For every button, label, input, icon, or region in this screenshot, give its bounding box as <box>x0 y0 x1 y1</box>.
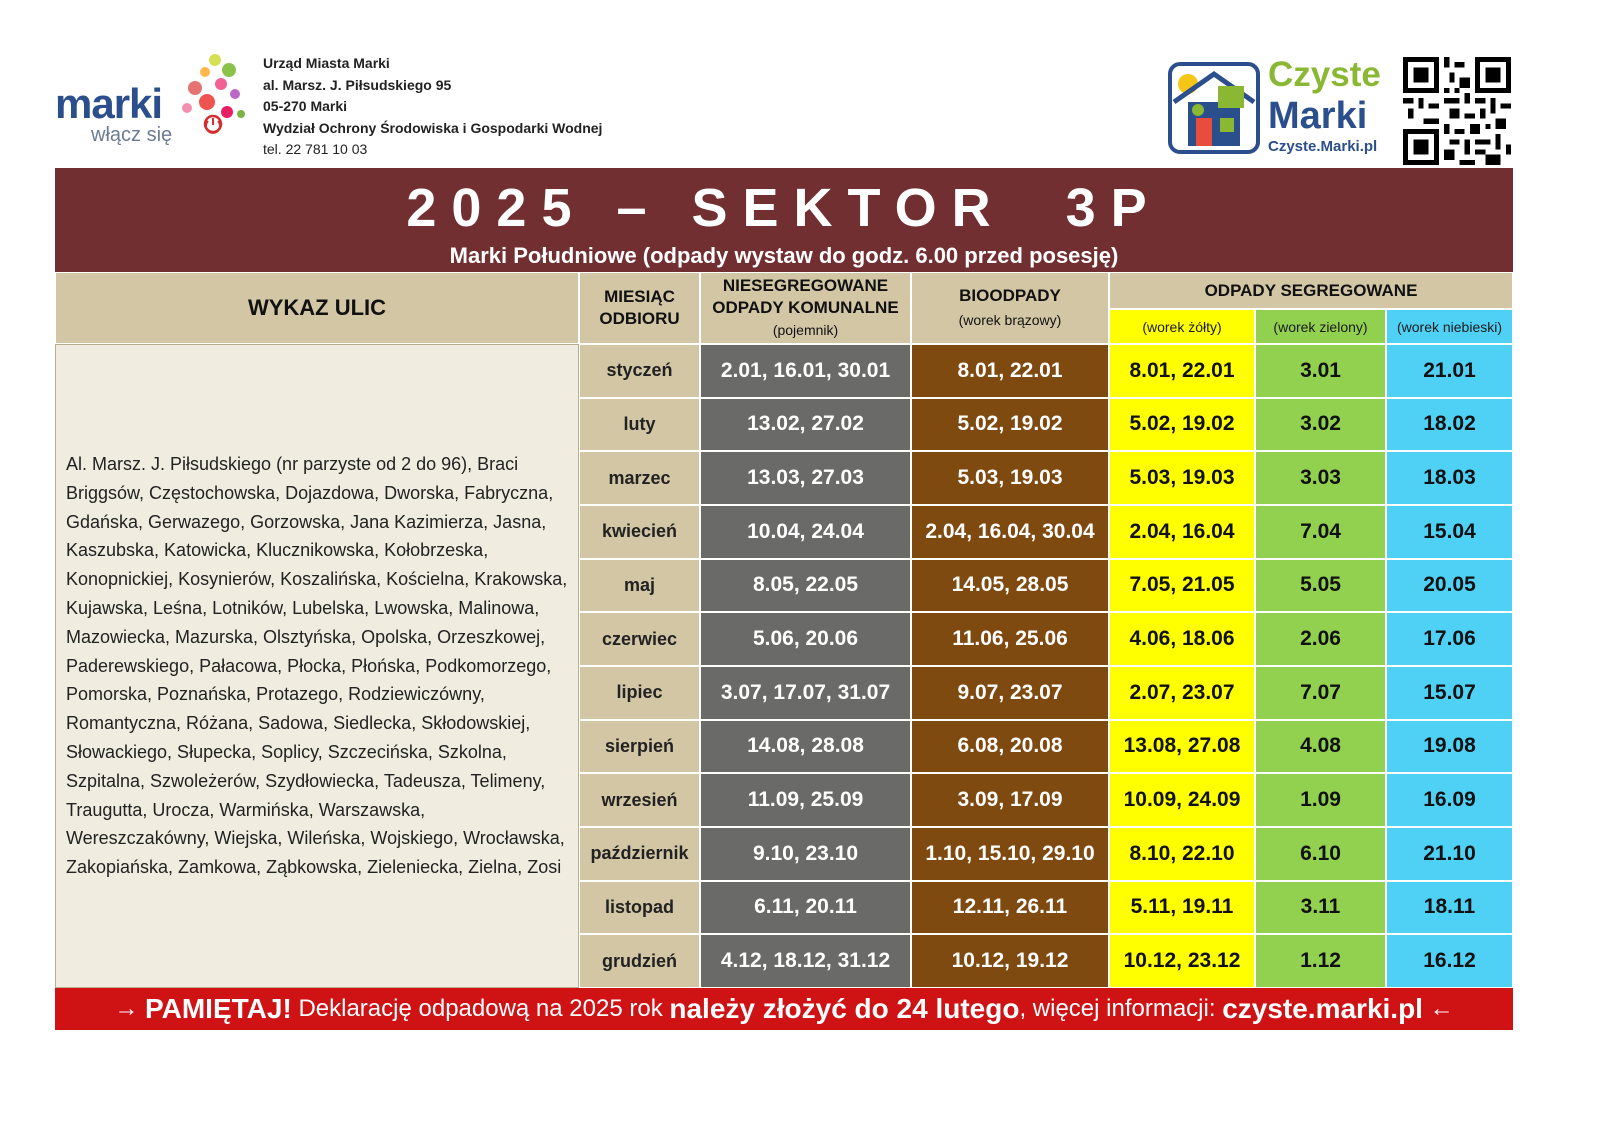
schedule-value: 5.06, 20.06 <box>752 627 859 651</box>
schedule-value: 13.08, 27.08 <box>1123 734 1241 758</box>
schedule-cell-blue <box>1386 934 1513 988</box>
schedule-cell-bio <box>911 773 1109 827</box>
schedule-value: 3.07, 17.07, 31.07 <box>720 680 891 704</box>
schedule-value: 7.05, 21.05 <box>1129 573 1235 597</box>
schedule-value: 14.05, 28.05 <box>951 573 1069 597</box>
arrow-left-icon: ← <box>1422 995 1454 1022</box>
schedule-cell-mixed <box>700 720 911 774</box>
schedule-cell-mixed <box>700 451 911 505</box>
schedule-cell-green <box>1255 612 1386 666</box>
schedule-value: 5.03, 19.03 <box>1129 466 1235 490</box>
schedule-value: 8.01, 22.01 <box>1129 358 1235 382</box>
schedule-value: 12.11, 26.11 <box>952 895 1068 919</box>
schedule-value: 2.04, 16.04, 30.04 <box>925 519 1095 543</box>
schedule-cell-month <box>579 451 700 505</box>
schedule-cell-yellow <box>1109 666 1255 720</box>
schedule-cell-mixed <box>700 934 911 988</box>
schedule-cell-green <box>1255 934 1386 988</box>
schedule-cell-bio <box>911 398 1109 452</box>
schedule-value: 10.09, 24.09 <box>1123 788 1241 812</box>
schedule-value: 18.02 <box>1423 412 1476 436</box>
schedule-value: 14.08, 28.08 <box>747 734 864 758</box>
schedule-cell-blue <box>1386 451 1513 505</box>
header-sublabel: (worek niebieski) <box>1396 318 1503 335</box>
schedule-value: 5.11, 19.11 <box>1130 895 1234 919</box>
schedule-value: kwiecień <box>601 521 678 542</box>
reminder-label: PAMIĘTAJ! <box>145 993 292 1024</box>
header-label: BIOODPADY <box>959 286 1061 305</box>
schedule-cell-bio <box>911 612 1109 666</box>
schedule-value: marzec <box>608 467 671 488</box>
schedule-value: 17.06 <box>1423 627 1476 651</box>
schedule-value: 5.02, 19.02 <box>1129 412 1235 436</box>
schedule-value: 7.07 <box>1300 680 1341 704</box>
column-header-blue <box>1386 309 1513 344</box>
schedule-cell-blue <box>1386 881 1513 935</box>
schedule-cell-mixed <box>700 881 911 935</box>
schedule-cell-mixed <box>700 612 911 666</box>
czyste-marki-title-2: Marki <box>1268 95 1368 137</box>
reminder-link[interactable]: czyste.marki.pl <box>1222 993 1423 1024</box>
schedule-value: 4.06, 18.06 <box>1129 627 1235 651</box>
schedule-cell-mixed <box>700 773 911 827</box>
schedule-value: 11.06, 25.06 <box>952 627 1068 651</box>
column-header-segregated <box>1109 272 1513 309</box>
schedule-value: 21.01 <box>1423 358 1476 382</box>
logo-tagline: włącz się <box>91 124 173 146</box>
schedule-value: sierpień <box>604 735 675 756</box>
schedule-cell-bio <box>911 559 1109 613</box>
schedule-cell-green <box>1255 451 1386 505</box>
czyste-marki-title-1: Czyste <box>1268 55 1381 94</box>
schedule-value: 1.12 <box>1300 949 1341 973</box>
schedule-value: 9.07, 23.07 <box>957 680 1063 704</box>
schedule-value: 13.03, 27.03 <box>747 466 864 490</box>
schedule-cell-green <box>1255 666 1386 720</box>
schedule-cell-month <box>579 934 700 988</box>
schedule-value: 10.04, 24.04 <box>747 519 864 543</box>
schedule-value: 7.04 <box>1300 519 1341 543</box>
schedule-cell-month <box>579 881 700 935</box>
schedule-value: 6.11, 20.11 <box>754 895 857 919</box>
header-sublabel: (worek zielony) <box>1273 318 1368 335</box>
office-phone: tel. 22 781 10 03 <box>263 141 368 157</box>
schedule-value: 3.01 <box>1300 358 1341 382</box>
schedule-value: styczeń <box>606 360 673 381</box>
schedule-value: 5.05 <box>1300 573 1341 597</box>
schedule-value: 10.12, 23.12 <box>1123 949 1241 973</box>
schedule-cell-month <box>579 344 700 398</box>
schedule-cell-bio <box>911 934 1109 988</box>
schedule-cell-month <box>579 505 700 559</box>
schedule-value: 2.01, 16.01, 30.01 <box>720 358 891 382</box>
schedule-value: 16.12 <box>1423 949 1476 973</box>
schedule-cell-mixed <box>700 559 911 613</box>
schedule-cell-green <box>1255 559 1386 613</box>
schedule-cell-bio <box>911 344 1109 398</box>
schedule-cell-bio <box>911 881 1109 935</box>
schedule-cell-mixed <box>700 344 911 398</box>
schedule-value: 10.12, 19.12 <box>951 949 1069 973</box>
schedule-cell-month <box>579 398 700 452</box>
schedule-cell-blue <box>1386 559 1513 613</box>
header-label: ODPADY SEGREGOWANE <box>1204 280 1418 300</box>
schedule-cell-yellow <box>1109 934 1255 988</box>
column-header-bio <box>911 272 1109 344</box>
schedule-value: maj <box>623 574 656 595</box>
schedule-value: 13.02, 27.02 <box>747 412 864 436</box>
schedule-cell-blue <box>1386 720 1513 774</box>
office-address <box>263 53 602 161</box>
schedule-value: 18.11 <box>1423 895 1476 919</box>
office-line: Wydział Ochrony Środowiska i Gospodarki Wodnej <box>263 119 603 136</box>
schedule-cell-green <box>1255 881 1386 935</box>
schedule-value: 4.12, 18.12, 31.12 <box>720 949 891 973</box>
schedule-value: 8.01, 22.01 <box>957 358 1063 382</box>
schedule-cell-yellow <box>1109 398 1255 452</box>
schedule-cell-bio <box>911 666 1109 720</box>
office-line: Urząd Miasta Marki <box>263 55 390 71</box>
schedule-value: 20.05 <box>1423 573 1476 597</box>
schedule-cell-yellow <box>1109 559 1255 613</box>
logo-dots-icon <box>177 52 245 134</box>
schedule-value: 16.09 <box>1423 788 1476 812</box>
schedule-value: 5.03, 19.03 <box>957 466 1063 490</box>
column-header-month <box>579 272 700 344</box>
schedule-value: 3.09, 17.09 <box>957 788 1063 812</box>
schedule-cell-blue <box>1386 773 1513 827</box>
office-line: 05-270 Marki <box>263 98 348 114</box>
reminder-footer <box>55 988 1513 1030</box>
schedule-cell-green <box>1255 344 1386 398</box>
header-sublabel: (pojemnik) <box>772 322 839 338</box>
schedule-value: 8.05, 22.05 <box>752 573 859 597</box>
schedule-value: 18.03 <box>1423 466 1476 490</box>
schedule-value: 2.04, 16.04 <box>1129 519 1235 543</box>
column-header-streets <box>55 272 579 344</box>
column-header-green <box>1255 309 1386 344</box>
schedule-cell-blue <box>1386 344 1513 398</box>
schedule-cell-bio <box>911 720 1109 774</box>
header-sublabel: (worek brązowy) <box>958 312 1062 328</box>
schedule-value: 3.02 <box>1300 412 1341 436</box>
schedule-value: 3.11 <box>1300 895 1341 919</box>
schedule-cell-month <box>579 559 700 613</box>
arrow-right-icon: → <box>114 995 139 1022</box>
schedule-cell-green <box>1255 827 1386 881</box>
column-header-yellow <box>1109 309 1255 344</box>
header-label: WYKAZ ULIC <box>247 295 387 320</box>
schedule-value: czerwiec <box>601 628 678 649</box>
schedule-cell-month <box>579 612 700 666</box>
schedule-value: 6.08, 20.08 <box>957 734 1063 758</box>
schedule-cell-mixed <box>700 505 911 559</box>
schedule-value: 1.09 <box>1300 788 1341 812</box>
schedule-cell-blue <box>1386 827 1513 881</box>
qr-code-icon[interactable] <box>1402 57 1512 165</box>
schedule-cell-mixed <box>700 666 911 720</box>
czyste-marki-house-icon <box>1168 62 1260 154</box>
schedule-value: 9.10, 23.10 <box>752 841 859 865</box>
schedule-cell-month <box>579 720 700 774</box>
schedule-cell-month <box>579 666 700 720</box>
schedule-cell-mixed <box>700 398 911 452</box>
schedule-cell-blue <box>1386 505 1513 559</box>
schedule-value: 4.08 <box>1300 734 1341 758</box>
column-header-mixed <box>700 272 911 344</box>
office-line: al. Marsz. J. Piłsudskiego 95 <box>263 76 452 93</box>
schedule-cell-mixed <box>700 827 911 881</box>
schedule-value: 8.10, 22.10 <box>1129 841 1235 865</box>
czyste-marki-url[interactable]: Czyste.Marki.pl <box>1268 138 1378 155</box>
schedule-value: 1.10, 15.10, 29.10 <box>925 841 1095 865</box>
schedule-cell-bio <box>911 451 1109 505</box>
schedule-value: luty <box>623 413 656 434</box>
street-list-text: Al. Marsz. J. Piłsudskiego (nr parzyste od 2 do 96), Braci Briggsów, Częstochowska, Dojazdowa, Dworska, Fabryczna, Gdańska, Gerwazego, Gorzowska, Jana Kazimierza, Jasna, Kaszubska, Katowicka, Klucznikowska, Kołobrzeska, Konopnickiej, Kosynierów, Koszalińska, Kościelna, Krakowska, Kujawska, Leśna, Lotników, Lubelska, Lwowska, Malinowa, Mazowiecka, Mazurska, Olsztyńska, Opolska, Orzeszkowej, Paderewskiego, Pałacowa, Płocka, Płońska, Podkomorzego, Pomorska, Poznańska, Protazego, Rodziewiczówny, Romantyczna, Różana, Sadowa, Siedlecka, Skłodowskiej, Słowackiego, Słupecka, Soplicy, Szczecińska, Szkolna, Szpitalna, Szwoleżerów, Szydłowiecka, Tadeusza, Telimeny, Traugutta, Urocza, Warmińska, Warszawska, Wereszczakówny, Wiejska, Wileńska, Wojskiego, Wrocławska, Zakopiańska, Zamkowa, Ząbkowska, Zieleniecka, Zielna, Zosi <box>66 454 568 878</box>
schedule-cell-green <box>1255 773 1386 827</box>
schedule-cell-green <box>1255 720 1386 774</box>
schedule-cell-green <box>1255 398 1386 452</box>
schedule-cell-blue <box>1386 612 1513 666</box>
schedule-cell-yellow <box>1109 881 1255 935</box>
marki-logo <box>55 52 245 147</box>
schedule-cell-bio <box>911 827 1109 881</box>
schedule-cell-yellow <box>1109 773 1255 827</box>
schedule-value: 15.04 <box>1423 519 1476 543</box>
reminder-text: , więcej informacji: <box>1019 995 1223 1022</box>
logo-word: marki <box>55 80 163 127</box>
schedule-cell-yellow <box>1109 344 1255 398</box>
schedule-cell-bio <box>911 505 1109 559</box>
schedule-value: lipiec <box>616 682 663 703</box>
schedule-value: 6.10 <box>1300 841 1341 865</box>
schedule-value: październik <box>590 843 689 864</box>
schedule-cell-yellow <box>1109 612 1255 666</box>
header-label: NIESEGREGOWANE ODPADY KOMUNALNE <box>712 276 899 317</box>
street-list <box>55 344 579 988</box>
schedule-value: 11.09, 25.09 <box>747 788 864 812</box>
schedule-value: wrzesień <box>601 789 678 810</box>
header-sublabel: (worek żółty) <box>1142 318 1222 335</box>
schedule-cell-yellow <box>1109 827 1255 881</box>
reminder-deadline: należy złożyć do 24 lutego <box>669 993 1020 1024</box>
schedule-cell-green <box>1255 505 1386 559</box>
schedule-cell-yellow <box>1109 451 1255 505</box>
header-label: MIESIĄC ODBIORU <box>599 287 680 328</box>
schedule-value: 21.10 <box>1423 841 1476 865</box>
title-banner <box>55 168 1513 272</box>
schedule-cell-blue <box>1386 398 1513 452</box>
schedule-value: 15.07 <box>1423 680 1476 704</box>
schedule-cell-month <box>579 773 700 827</box>
page-subtitle: Marki Południowe (odpady wystaw do godz. 6.00 przed posesję) <box>449 243 1119 268</box>
schedule-value: 3.03 <box>1300 466 1341 490</box>
reminder-text: Deklarację odpadową na 2025 rok <box>291 995 670 1022</box>
page-title: 2025 – SEKTOR 3P <box>406 178 1162 238</box>
schedule-cell-yellow <box>1109 505 1255 559</box>
schedule-value: 2.06 <box>1300 627 1341 651</box>
schedule-value: 19.08 <box>1423 734 1476 758</box>
schedule-value: listopad <box>604 896 674 917</box>
schedule-value: 2.07, 23.07 <box>1129 680 1235 704</box>
schedule-value: grudzień <box>602 950 677 971</box>
schedule-cell-blue <box>1386 666 1513 720</box>
schedule-cell-yellow <box>1109 720 1255 774</box>
schedule-value: 5.02, 19.02 <box>957 412 1063 436</box>
schedule-cell-month <box>579 827 700 881</box>
